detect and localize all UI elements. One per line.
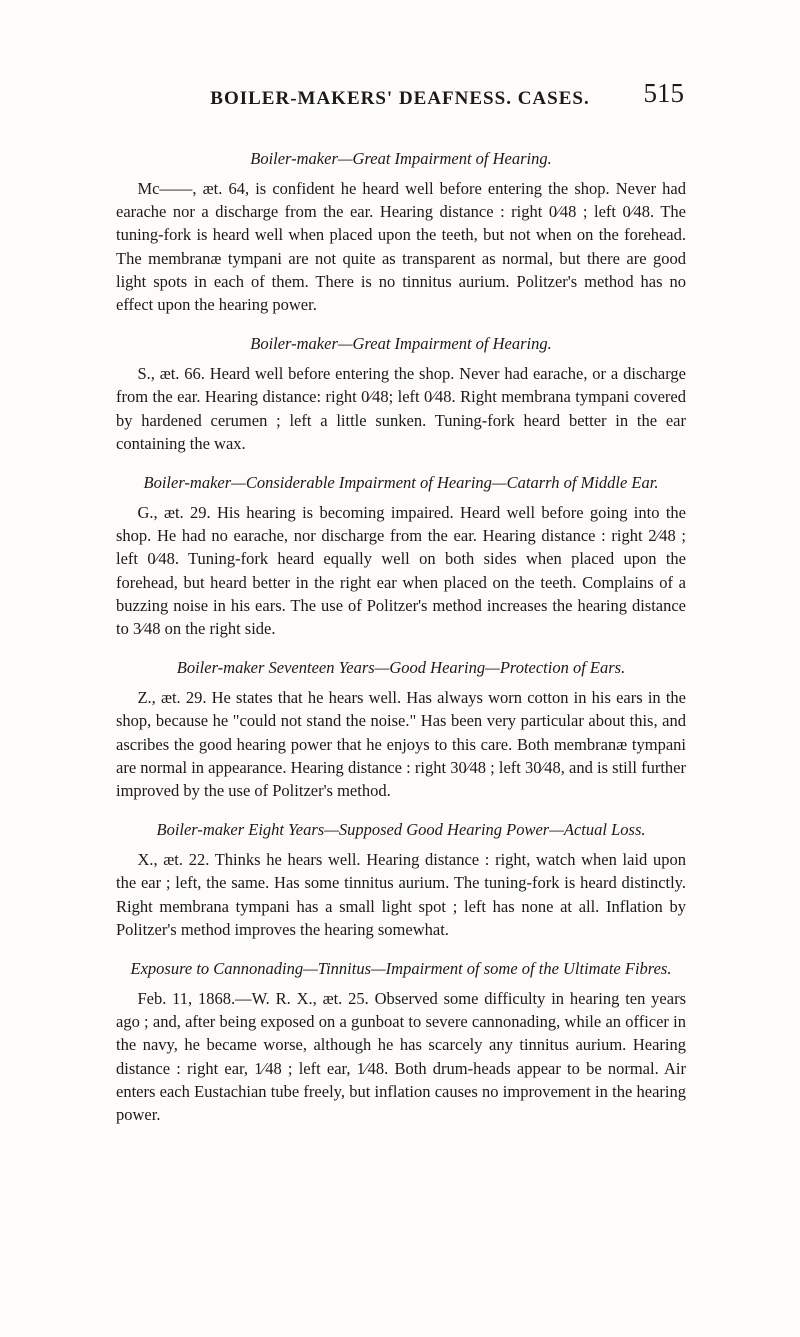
case-entry [116,819,686,941]
case-text: S., æt. 66. Heard well before entering the shop. Never had earache, or a discharge from the ear. Hearing distance: right 0⁄48; left 0⁄48. Right membrana tympani covered by hardened cerumen ; left a little sunken. Tuning-fork heard better in the ear containing the wax. [116,364,686,453]
running-header [0,78,800,118]
case-entry [116,657,686,802]
case-text: Z., æt. 29. He states that he hears well. Has always worn cotton in his ears in the shop, because he "could not stand the noise." Has been very particular about this, and ascribes the good hearing power that he enjoys to this care. Both membranæ tympani are normal in appearance. Hearing distance : right 30⁄48 ; left 30⁄48, and is still further improved by the use of Politzer's method. [116,688,686,801]
case-entry [116,333,686,455]
case-entry [116,958,686,1126]
case-entry [116,148,686,316]
case-heading: Boiler-maker—Great Impairment of Hearing. [250,149,552,168]
case-heading: Boiler-maker—Great Impairment of Hearing. [250,334,552,354]
case-entry [116,472,686,640]
case-heading: Exposure to Cannonading—Tinnitus—Impairment of some of the Ultimate Fibres. [130,959,672,979]
page-number: 515 [643,78,684,108]
case-text: X., æt. 22. Thinks he hears well. Hearing distance : right, watch when laid upon the ear ; left, the same. Has some tinnitus aurium. The tuning-fork is heard distinctly. Right membrana tympani has a small light spot ; left has none at all. Inflation by Politzer's method improves the hearing somewhat. [116,850,686,939]
case-text: Feb. 11, 1868.—W. R. X., æt. 25. Observed some difficulty in hearing ten years ago ; and, after being exposed on a gunboat to severe cannonading, while an officer in the navy, he became worse, although he has scarcely any tinnitus aurium. Hearing distance : right ear, 1⁄48 ; left ear, 1⁄48. Both drum-heads appear to be normal. Air enters each Eustachian tube freely, but inflation causes no improvement in the hearing power. [116,989,686,1125]
case-heading: Boiler-maker Eight Years—Supposed Good Hearing Power—Actual Loss. [156,820,646,840]
case-heading: Boiler-maker—Considerable Impairment of Hearing—Catarrh of Middle Ear. [143,473,659,493]
running-title: BOILER-MAKERS' DEAFNESS. CASES. [210,88,590,109]
case-text: G., æt. 29. His hearing is becoming impaired. Heard well before going into the shop. He had no earache, nor discharge from the ear. Hearing distance : right 2⁄48 ; left 0⁄48. Tuning-fork heard equally well on both sides when placed upon the forehead, but heard better in the right ear when placed on the teeth. Complains of a buzzing noise in his ears. The use of Politzer's method increases the hearing distance to 3⁄48 on the right side. [116,503,686,639]
page-body [116,148,686,1143]
case-text: Mc——, æt. 64, is confident he heard well before entering the shop. Never had earache nor a discharge from the ear. Hearing distance : right 0⁄48 ; left 0⁄48. The tuning-fork is heard well when placed upon the teeth, but not when on the forehead. The membranæ tympani are not quite as transparent as normal, but there are good light spots in each of them. There is no tinnitus aurium. Politzer's method has no effect upon the hearing power. [116,179,686,315]
case-heading: Boiler-maker Seventeen Years—Good Hearing—Protection of Ears. [176,658,626,678]
